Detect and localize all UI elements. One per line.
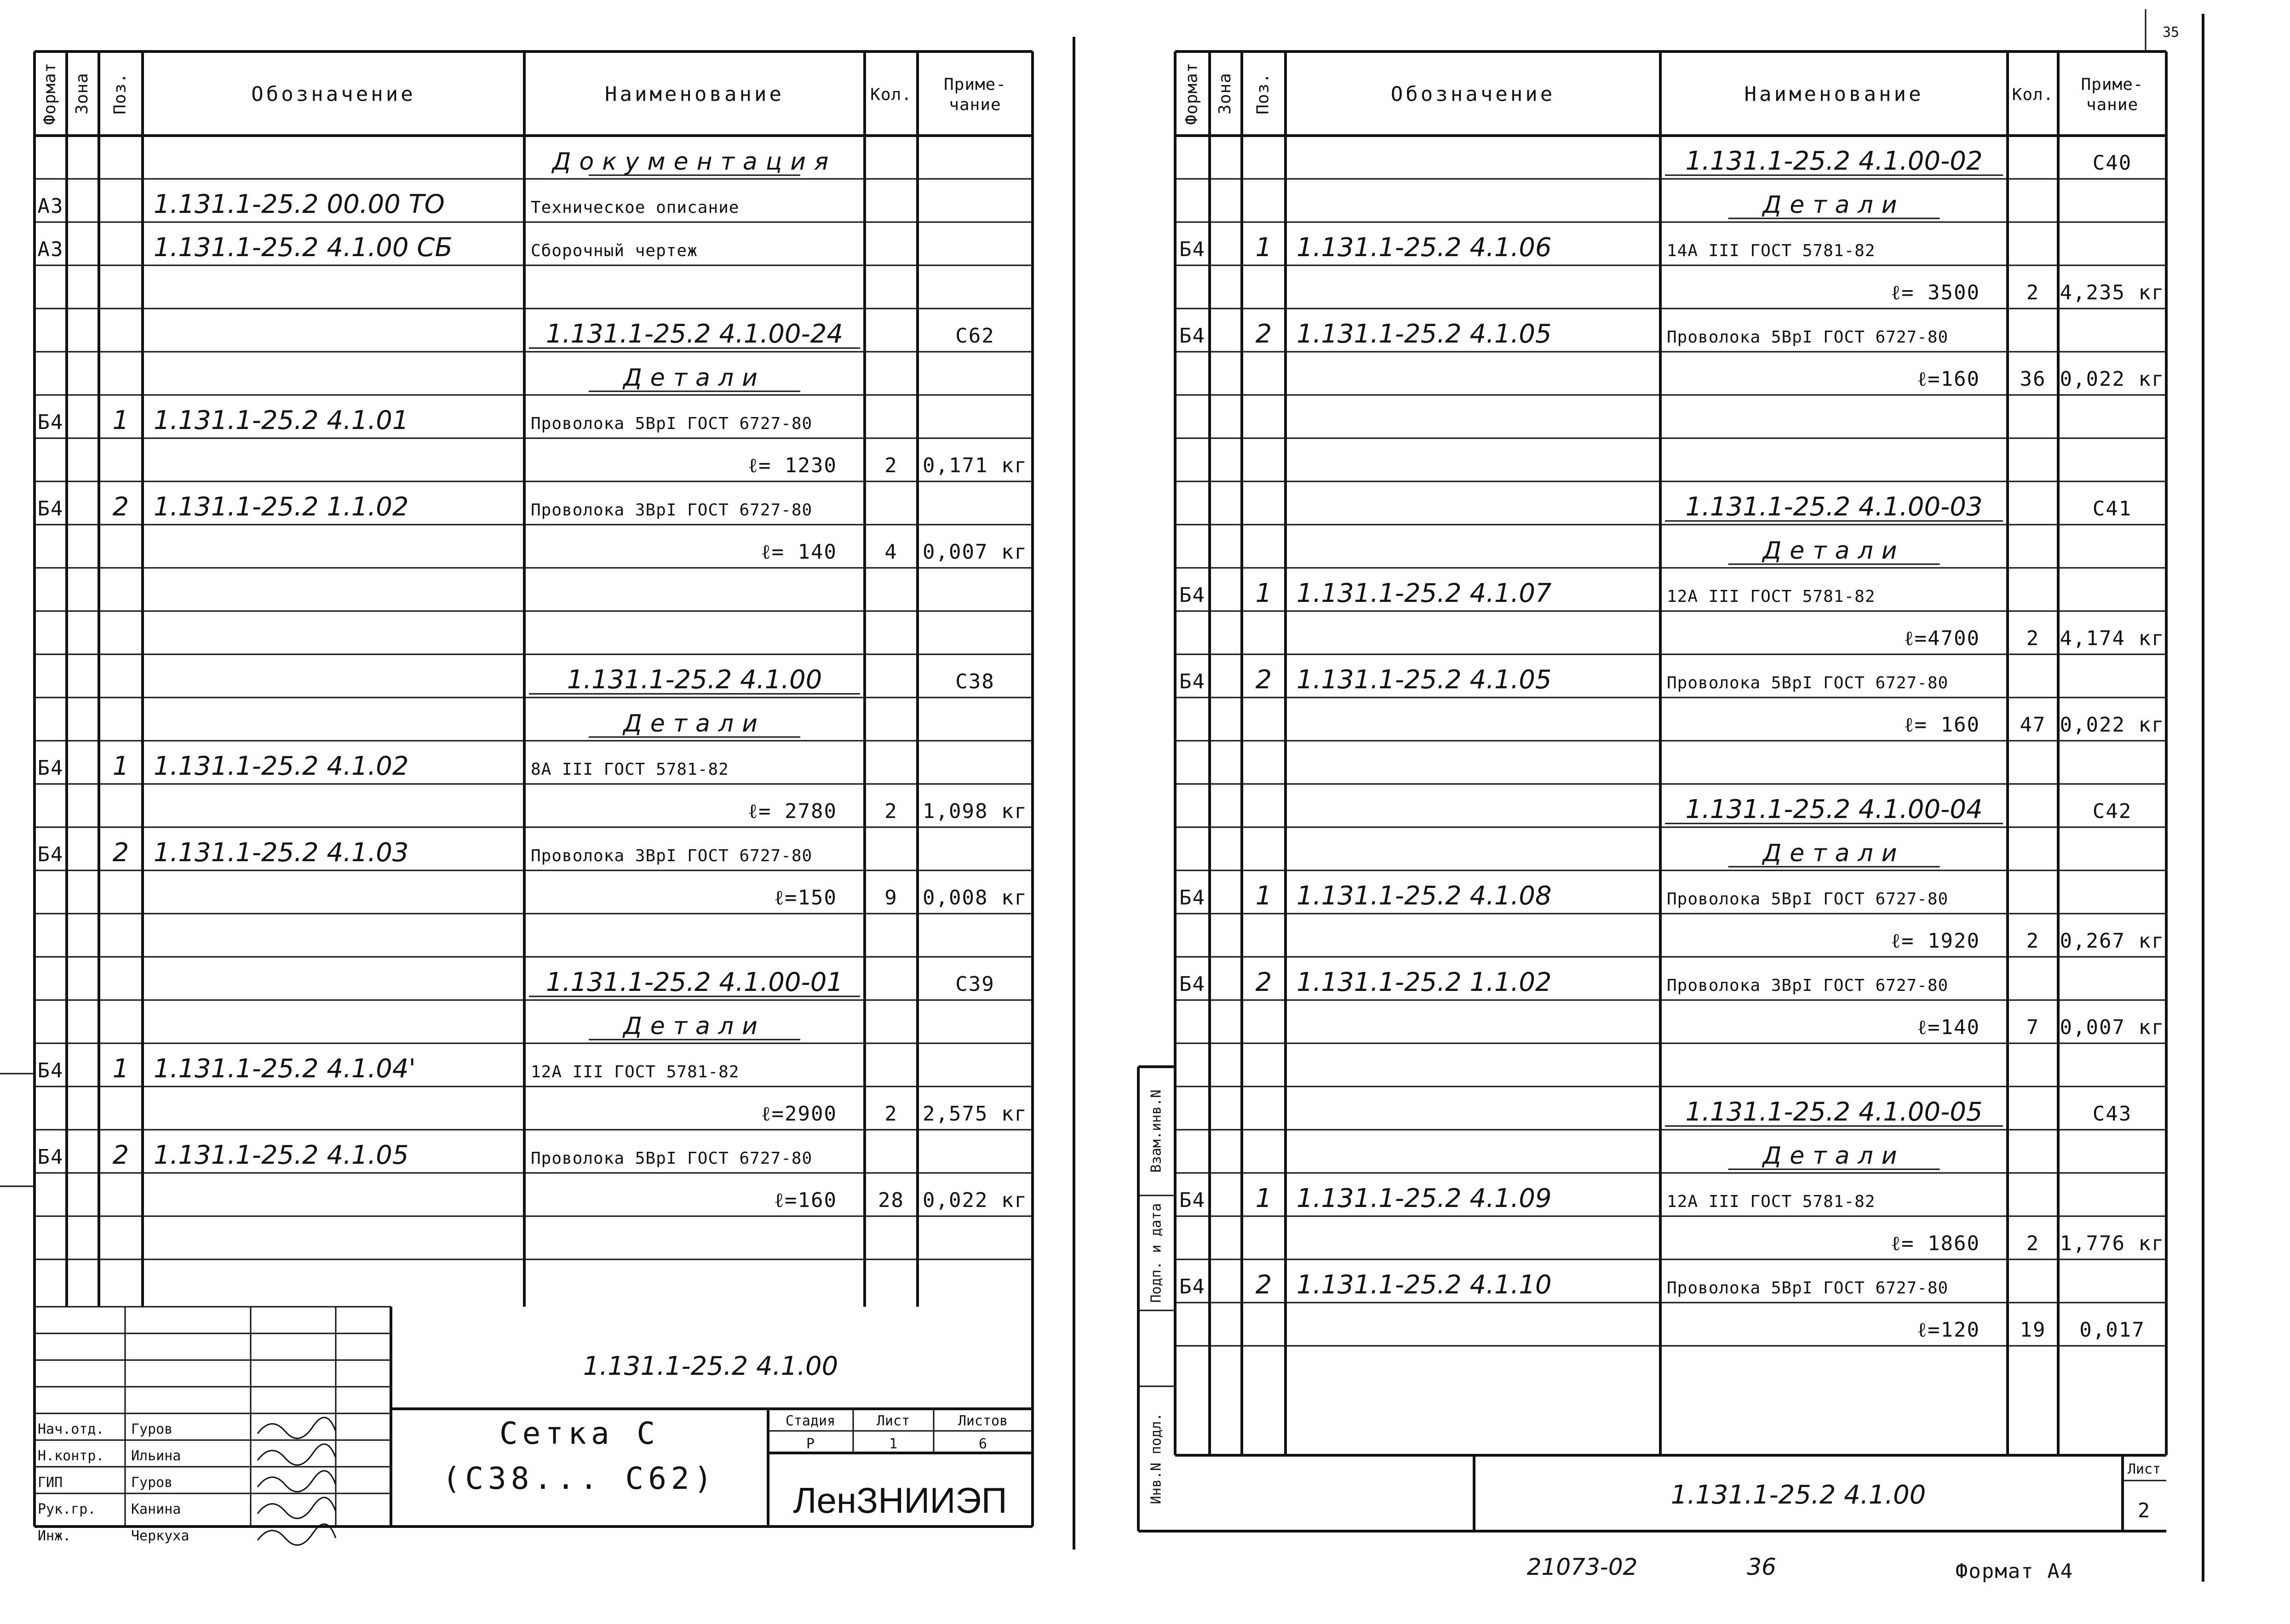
note-cell: С43 [2092,1102,2132,1126]
format-cell: Б4 [37,756,64,780]
title-product-range: (С38... С62) [442,1461,717,1496]
sheet-label: Лист [876,1413,910,1429]
note-cell: 4,235 кг [2060,281,2165,304]
designation-cell: 1.131.1-25.2 1.1.02 [154,492,409,522]
signature-mark [258,1444,336,1465]
note-cell: С62 [955,324,995,348]
name-cell: Проволока 5ВрI ГОСТ 6727-80 [1667,890,1949,909]
quantity-cell: 4 [884,540,898,564]
signature-mark [258,1418,336,1439]
assembly-designation: 1.131.1-25.2 4.1.00-04 [1685,795,1983,824]
position-cell: 2 [1255,319,1272,349]
header-zone: Зона [73,73,92,114]
signer-name: Ильина [131,1448,181,1464]
header-quantity: Кол. [870,85,912,104]
format-cell: Б4 [37,411,64,434]
note-cell: 0,022 кг [2060,713,2165,737]
sheets-label: Листов [958,1413,1008,1429]
header-designation: Обозначение [1390,82,1555,106]
note-cell: 0,267 кг [2060,929,2165,953]
name-cell: 12А III ГОСТ 5781-82 [1667,1192,1876,1211]
header-designation: Обозначение [251,82,416,106]
quantity-cell: 2 [2026,929,2040,953]
format-cell: Б4 [1179,583,1205,607]
position-cell: 1 [112,1054,129,1084]
header-name: Наименование [1744,82,1924,106]
header-name: Наименование [605,82,784,106]
side-label-signature-date: Подп. и дата [1148,1203,1165,1303]
assembly-designation: 1.131.1-25.2 4.1.00-01 [545,967,844,997]
right-specification-sheet [1138,51,2166,1531]
header-zone: Зона [1216,73,1234,114]
position-cell: 2 [1255,665,1272,695]
quantity-cell: 2 [884,1102,898,1126]
name-cell: 12А III ГОСТ 5781-82 [531,1063,740,1081]
stage-value: Р [806,1436,815,1452]
signature-mark [258,1471,336,1492]
designation-cell: 1.131.1-25.2 4.1.04' [154,1054,416,1084]
length-cell: ℓ=150 [774,886,837,909]
length-cell: ℓ=4700 [1904,627,1980,650]
note-cell: 0,171 кг [923,454,1027,477]
name-cell: 14А III ГОСТ 5781-82 [1667,241,1876,260]
section-title: Документация [552,148,837,176]
header-position: Поз. [110,73,130,114]
assembly-designation: 1.131.1-25.2 4.1.00-03 [1685,492,1983,522]
signer-name: Черкуха [131,1528,189,1544]
note-cell: С38 [955,670,995,693]
position-cell: 2 [112,838,129,868]
quantity-cell: 2 [884,454,898,477]
title-product-name: Сетка С [499,1416,660,1451]
length-cell: ℓ=140 [1917,1016,1980,1039]
signer-role: Рук.гр. [38,1501,96,1517]
format-cell: Б4 [37,843,64,866]
signer-name: Гуров [131,1421,173,1437]
note-cell: С42 [2092,800,2132,823]
right-sheet-number: 2 [2137,1499,2151,1522]
length-cell: ℓ= 160 [1904,713,1980,737]
section-title: Детали [1762,840,1905,867]
name-cell: Проволока 5ВрI ГОСТ 6727-80 [1667,328,1949,347]
quantity-cell: 2 [2026,627,2040,650]
footer-order-number: 21073-02 [1527,1554,1638,1580]
length-cell: ℓ=120 [1917,1318,1980,1342]
note-cell: 0,008 кг [923,886,1027,909]
format-cell: Б4 [37,497,64,520]
quantity-cell: 47 [2020,713,2046,737]
note-cell: 0,017 [2079,1318,2145,1342]
designation-cell: 1.131.1-25.2 4.1.03 [154,838,409,868]
header-format: Формат [1182,62,1201,125]
length-cell: ℓ=2900 [761,1102,837,1126]
note-cell: 0,022 кг [923,1189,1027,1212]
right-sheet-label: Лист [2127,1461,2161,1477]
assembly-designation: 1.131.1-25.2 4.1.00-02 [1685,146,1983,176]
signer-role: Н.контр. [38,1448,104,1464]
side-label-original-inventory: Инв.N подл. [1148,1412,1165,1504]
designation-cell: 1.131.1-25.2 4.1.09 [1297,1184,1552,1213]
designation-cell: 1.131.1-25.2 4.1.06 [1297,233,1552,263]
designation-cell: 1.131.1-25.2 4.1.00 СБ [154,233,453,263]
name-cell: Проволока 3ВрI ГОСТ 6727-80 [531,846,813,865]
format-cell: А3 [37,238,64,261]
name-cell: Проволока 5ВрI ГОСТ 6727-80 [1667,1279,1949,1298]
length-cell: ℓ= 2780 [747,800,837,823]
name-cell: Проволока 3ВрI ГОСТ 6727-80 [1667,976,1949,995]
length-cell: ℓ= 140 [761,540,837,564]
section-title: Детали [623,364,766,392]
quantity-cell: 19 [2020,1318,2046,1342]
organization-name: ЛенЗНИИЭП [793,1480,1007,1521]
assembly-designation: 1.131.1-25.2 4.1.00-05 [1685,1097,1983,1127]
format-cell: Б4 [1179,1189,1205,1212]
signer-role: ГИП [38,1475,63,1491]
note-cell: 2,575 кг [923,1102,1027,1126]
sheets-value: 6 [978,1436,987,1452]
header-note-line2: чание [949,95,1001,114]
designation-cell: 1.131.1-25.2 4.1.05 [154,1140,409,1170]
note-cell: 0,007 кг [923,540,1027,564]
designation-cell: 1.131.1-25.2 4.1.07 [1297,578,1552,608]
note-cell: С40 [2092,151,2132,175]
footer-format: Формат А4 [1955,1560,2074,1583]
signer-name: Гуров [131,1475,173,1491]
stage-label: Стадия [785,1413,836,1429]
signer-role: Нач.отд. [38,1421,104,1437]
name-cell: Проволока 3ВрI ГОСТ 6727-80 [531,501,813,520]
signature-mark [258,1498,336,1519]
designation-cell: 1.131.1-25.2 00.00 ТО [154,189,445,219]
designation-cell: 1.131.1-25.2 1.1.02 [1297,967,1552,997]
quantity-cell: 2 [2026,281,2040,304]
quantity-cell: 2 [2026,1232,2040,1255]
header-quantity: Кол. [2012,85,2054,104]
quantity-cell: 7 [2026,1016,2040,1039]
page-number: 35 [2162,24,2180,40]
position-cell: 1 [1255,881,1272,911]
length-cell: ℓ= 1230 [747,454,837,477]
section-title: Детали [623,710,766,738]
format-cell: Б4 [1179,972,1205,996]
header-note-line1: Приме- [2081,75,2144,94]
name-cell: Проволока 5ВрI ГОСТ 6727-80 [1667,674,1949,692]
signer-role: Инж. [38,1528,71,1544]
name-cell: Сборочный чертеж [531,241,698,260]
format-cell: Б4 [1179,1275,1205,1298]
header-note-line2: чание [2086,95,2139,114]
position-cell: 2 [112,492,129,522]
header-format: Формат [40,62,59,125]
length-cell: ℓ= 1860 [1890,1232,1980,1255]
length-cell: ℓ=160 [774,1189,837,1212]
position-cell: 2 [1255,1270,1272,1300]
section-title: Детали [623,1012,766,1040]
length-cell: ℓ= 1920 [1890,929,1980,953]
assembly-designation: 1.131.1-25.2 4.1.00-24 [545,319,844,349]
format-cell: Б4 [37,1145,64,1169]
section-title: Детали [1762,1142,1905,1170]
note-cell: 0,022 кг [2060,367,2165,391]
designation-cell: 1.131.1-25.2 4.1.05 [1297,665,1552,695]
note-cell: 1,098 кг [923,800,1027,823]
name-cell: 12А III ГОСТ 5781-82 [1667,587,1876,606]
designation-cell: 1.131.1-25.2 4.1.02 [154,751,409,781]
position-cell: 2 [1255,967,1272,997]
quantity-cell: 9 [884,886,898,909]
right-document-code: 1.131.1-25.2 4.1.00 [1670,1480,1926,1510]
length-cell: ℓ=160 [1917,367,1980,391]
section-title: Детали [1762,191,1905,219]
note-cell: С39 [955,972,995,996]
designation-cell: 1.131.1-25.2 4.1.05 [1297,319,1552,349]
designation-cell: 1.131.1-25.2 4.1.01 [154,406,409,435]
format-cell: А3 [37,194,64,218]
note-cell: С41 [2092,497,2132,520]
position-cell: 1 [112,406,129,435]
sheet-value: 1 [889,1436,898,1452]
header-note-line1: Приме- [943,75,1007,94]
format-cell: Б4 [37,1059,64,1082]
designation-cell: 1.131.1-25.2 4.1.10 [1297,1270,1552,1300]
header-position: Поз. [1253,73,1273,114]
note-cell: 0,007 кг [2060,1016,2165,1039]
format-cell: Б4 [1179,324,1205,348]
note-cell: 4,174 кг [2060,627,2165,650]
position-cell: 1 [1255,233,1272,263]
title-document-code: 1.131.1-25.2 4.1.00 [583,1351,838,1381]
position-cell: 2 [112,1140,129,1170]
format-cell: Б4 [1179,886,1205,909]
position-cell: 1 [1255,578,1272,608]
position-cell: 1 [112,751,129,781]
signer-name: Канина [131,1501,181,1517]
length-cell: ℓ= 3500 [1890,281,1980,304]
assembly-designation: 1.131.1-25.2 4.1.00 [567,665,822,695]
quantity-cell: 36 [2020,367,2046,391]
side-label-replacement-inventory: Взам.инв.N [1148,1089,1165,1173]
footer-page-number: 36 [1747,1554,1776,1580]
name-cell: 8А III ГОСТ 5781-82 [531,760,729,779]
position-cell: 1 [1255,1184,1272,1213]
note-cell: 1,776 кг [2060,1232,2165,1255]
sheet-annotations [1074,9,2203,1583]
quantity-cell: 2 [884,800,898,823]
format-cell: Б4 [1179,238,1205,261]
designation-cell: 1.131.1-25.2 4.1.08 [1297,881,1552,911]
name-cell: Проволока 5ВрI ГОСТ 6727-80 [531,414,813,433]
section-title: Детали [1762,537,1905,565]
name-cell: Проволока 5ВрI ГОСТ 6727-80 [531,1149,813,1168]
name-cell: Техническое описание [531,198,740,217]
quantity-cell: 28 [878,1189,904,1212]
left-specification-sheet [0,51,1033,1545]
format-cell: Б4 [1179,670,1205,693]
